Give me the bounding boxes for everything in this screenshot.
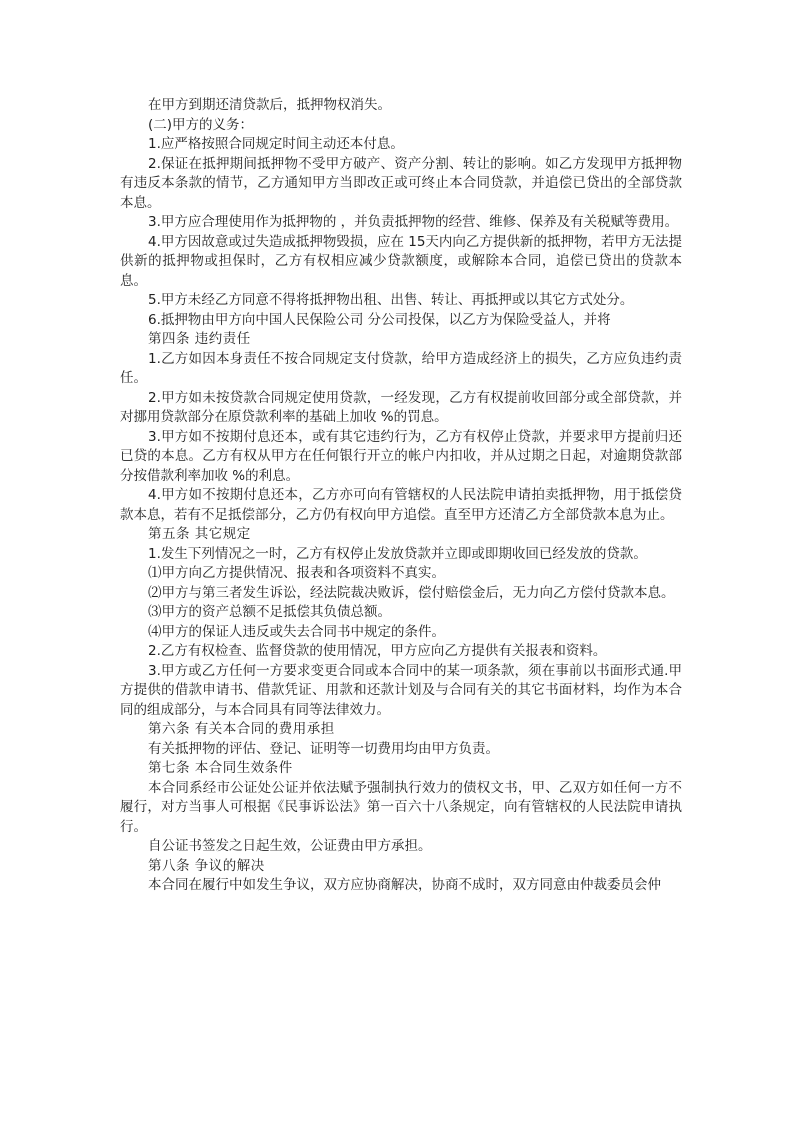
section-heading: 第四条 违约责任	[148, 331, 251, 347]
section-heading: 第八条 争议的解决	[148, 857, 265, 874]
paragraph: 在甲方到期还清贷款后，抵押物权消失。	[148, 97, 391, 113]
paragraph: (二)甲方的义务：	[148, 116, 254, 133]
paragraph: ⑷甲方的保证人违反或失去合同书中规定的条件。	[148, 623, 445, 640]
paragraph: 2.保证在抵押期间抵押物不受甲方破产、资产分割、转让的影响。如乙方发现甲方抵押物有违反本条款的情节，乙方通知甲方当即改正或可终止本合同贷款，并追偿已贷出的全部贷款本息。	[120, 155, 682, 211]
paragraph: 本合同在履行中如发生争议，双方应协商解决，协商不成时，双方同意由仲裁委员会仲	[148, 877, 661, 893]
paragraph: 3.甲方如不按期付息还本，或有其它违约行为，乙方有权停止贷款，并要求甲方提前归还已贷的本息。乙方有权从甲方在任何银行开立的帐户内扣收，并从过期之日起，对逾期贷款部分按借款利率加收 %的利息。	[120, 428, 682, 484]
paragraph: 2.乙方有权检查、监督贷款的使用情况，甲方应向乙方提供有关报表和资料。	[148, 643, 607, 659]
section-heading: 第七条 本合同生效条件	[148, 760, 293, 776]
document-body	[120, 96, 682, 896]
paragraph: ⑵甲方与第三者发生诉讼，经法院裁决败诉，偿付赔偿金后，无力向乙方偿付贷款本息。	[148, 584, 675, 601]
paragraph: 4.甲方如不按期付息还本，乙方亦可向有管辖权的人民法院申请拍卖抵押物，用于抵偿贷款本息，若有不足抵偿部分，乙方仍有权向甲方追偿。直至甲方还清乙方全部贷款本息为止。	[120, 487, 682, 523]
paragraph: 2.甲方如未按贷款合同规定使用贷款，一经发现，乙方有权提前收回部分或全部贷款，并对挪用贷款部分在原贷款利率的基础上加收 %的罚息。	[120, 389, 682, 425]
paragraph: 3.甲方或乙方任何一方要求变更合同或本合同中的某一项条款，须在事前以书面形式通.甲方提供的借款申请书、借款凭证、用款和还款计划及与合同有关的其它书面材料，均作为本合同的组成部分，与本合同具有同等法律效力。	[120, 662, 682, 718]
paragraph: 1.应严格按照合同规定时间主动还本付息。	[148, 136, 404, 152]
section-heading: 第六条 有关本合同的费用承担	[148, 721, 335, 737]
paragraph: 3.甲方应合理使用作为抵押物的 ，并负责抵押物的经营、维修、保养及有关税赋等费用。	[148, 214, 679, 230]
paragraph: ⑶甲方的资产总额不足抵偿其负债总额。	[148, 604, 391, 620]
paragraph: 6.抵押物由甲方向中国人民保险公司 分公司投保，以乙方为保险受益人，并将	[148, 311, 611, 328]
paragraph: 5.甲方未经乙方同意不得将抵押物出租、出售、转让、再抵押或以其它方式处分。	[148, 292, 634, 308]
paragraph: 本合同系经市公证处公证并依法赋予强制执行效力的债权文书，甲、乙双方如任何一方不履行，对方当事人可根据《民事诉讼法》第一百六十八条规定，向有管辖权的人民法院申请执行。	[120, 779, 682, 835]
paragraph: 1.发生下列情况之一时，乙方有权停止发放贷款并立即或即期收回已经发放的贷款。	[148, 545, 647, 562]
paragraph: 4.甲方因故意或过失造成抵押物毁损，应在 15天内向乙方提供新的抵押物，若甲方无法提供新的抵押物或担保时，乙方有权相应减少贷款额度，或解除本合同，追偿已贷出的贷款本息。	[120, 233, 682, 289]
paragraph: 有关抵押物的评估、登记、证明等一切费用均由甲方负责。	[148, 740, 499, 757]
paragraph: 自公证书签发之日起生效，公证费由甲方承担。	[148, 838, 432, 854]
section-heading: 第五条 其它规定	[148, 526, 251, 542]
paragraph: ⑴甲方向乙方提供情况、报表和各项资料不真实。	[148, 565, 445, 581]
paragraph: 1.乙方如因本身责任不按合同规定支付贷款，给甲方造成经济上的损失，乙方应负违约责任。	[120, 350, 682, 386]
